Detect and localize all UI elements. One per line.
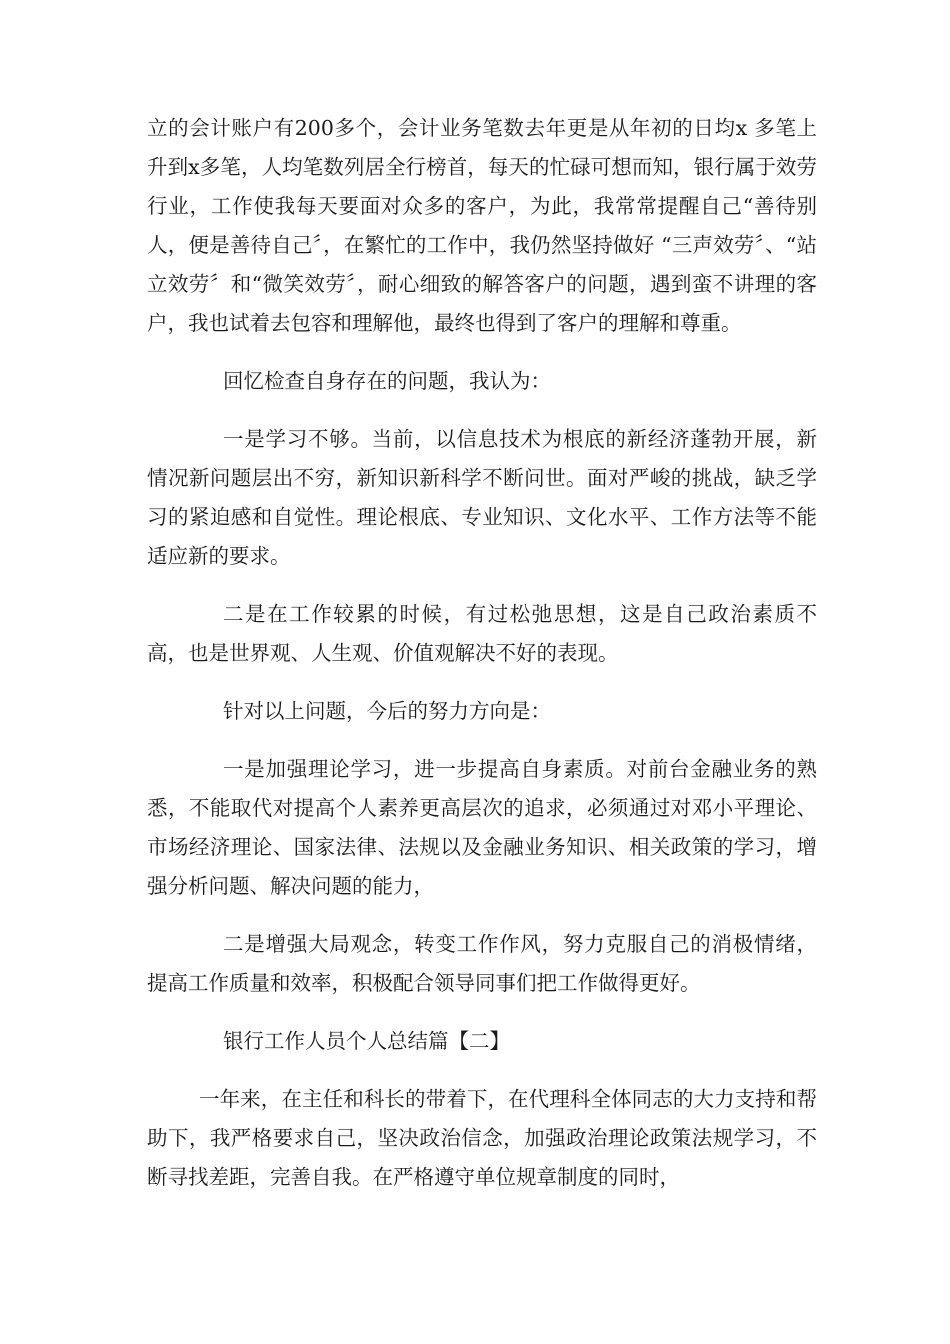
document-body [147,109,817,1216]
paragraph-year-summary: 一年来，在主任和科长的带着下，在代理科全体同志的大力支持和帮助下，我严格要求自己，坚决政治信念，加强政治理论政策法规学习，不断寻找差距，完善自我。在严格遵守单位规章制度的同时， [147,1087,817,1189]
paragraph-problem-one: 一是学习不够。当前，以信息技术为根底的新经济蓬勃开展，新情况新问题层出不穷，新知识新科学不断问世。面对严峻的挑战，缺乏学习的紧迫感和自觉性。理论根底、专业知识、文化水平、工作方法等不能适应新的要求。 [147,427,817,568]
paragraph-problem-two: 二是在工作较累的时候，有过松弛思想，这是自己政治素质不高，也是世界观、人生观、价值观解决不好的表现。 [147,602,817,665]
paragraph-service-work: 立的会计账户有200多个，会计业务笔数去年更是从年初的日均x 多笔上升到x多笔，人均笔数列居全行榜首，每天的忙碌可想而知，银行属于效劳行业，工作使我每天要面对众多的客户，为此，我常常提醒自己“善待别人，便是善待自己〞，在繁忙的工作中，我仍然坚持做好 “三声效劳〞、“站立效劳〞和“微笑效劳〞，耐心细致的解答客户的问题，遇到蛮不讲理的客户，我也试着去包容和理解他，最终也得到了客户的理解和尊重。 [147,116,817,335]
paragraph-improvement-intro: 针对以上问题，今后的努力方向是： [223,699,551,723]
section-heading: 银行工作人员个人总结篇【二】 [223,1029,510,1053]
paragraph-review-problems-intro: 回忆检查自身存在的问题，我认为： [223,369,551,393]
paragraph-improvement-two: 二是增强大局观念，转变工作作风，努力克服自己的消极情绪，提高工作质量和效率，积极配合领导同事们把工作做得更好。 [147,932,817,995]
paragraph-improvement-one: 一是加强理论学习，进一步提高自身素质。对前台金融业务的熟悉，不能取代对提高个人素养更高层次的追求，必须通过对邓小平理论、市场经济理论、国家法律、法规以及金融业务知识、相关政策的学习，增强分析问题、解决问题的能力， [147,757,817,898]
